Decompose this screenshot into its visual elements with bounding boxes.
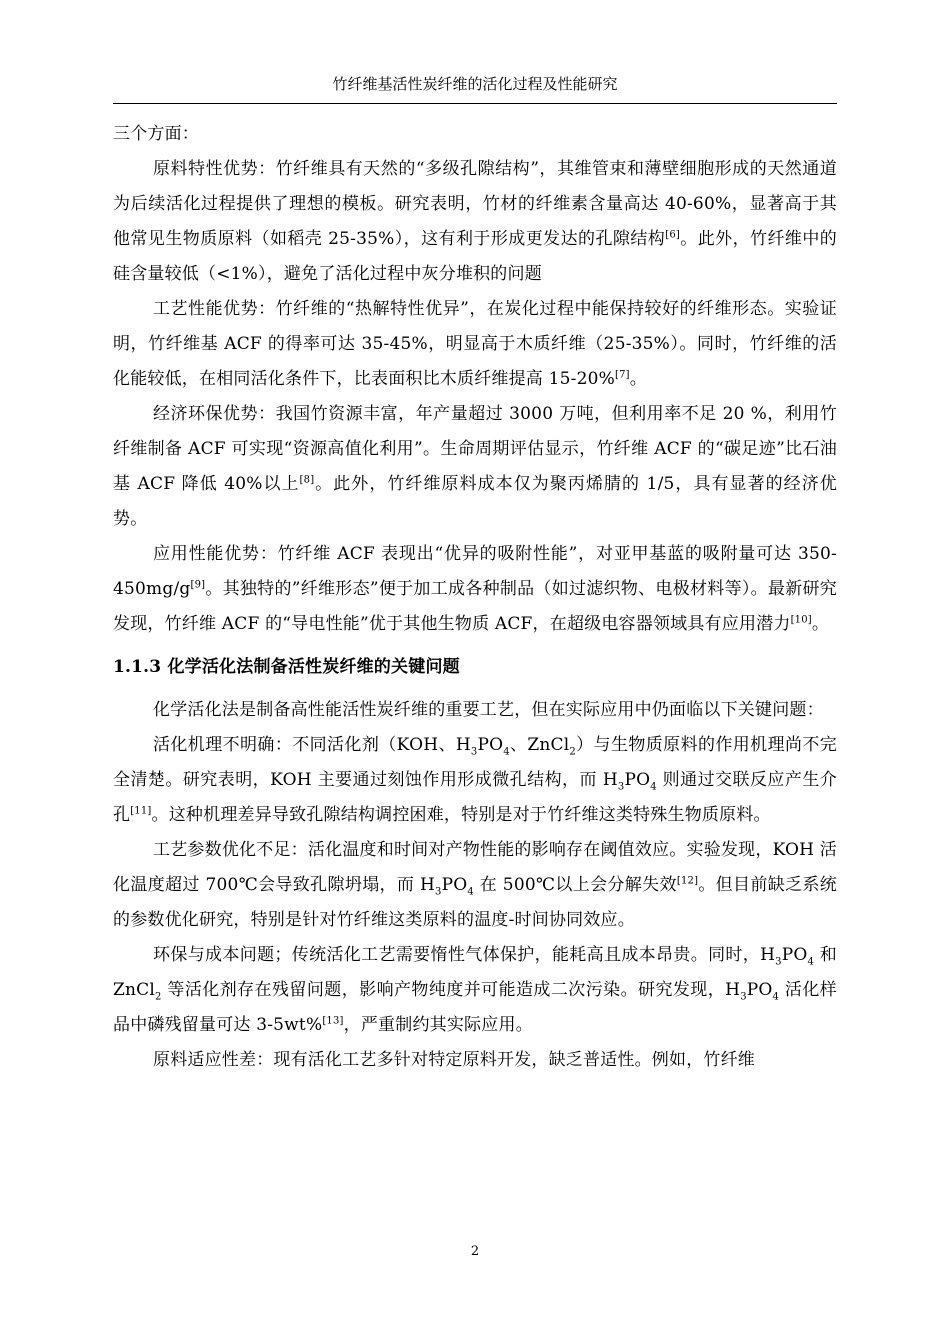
subscript: 3: [470, 746, 478, 758]
subscript: 3: [775, 956, 782, 968]
text-segment: 和 ZnCl: [113, 945, 837, 1000]
paragraph-activation-mechanism: [113, 728, 837, 833]
text-segment: 则通过交联反应产生介孔: [113, 770, 837, 825]
text-segment: PO: [477, 735, 504, 755]
text-segment: 。这种机理差异导致孔隙结构调控困难，特别是对于竹纤维这类特殊生物质原料。: [151, 805, 771, 825]
citation-ref: [8]: [299, 474, 315, 486]
body-text: [113, 117, 837, 1078]
paragraph-section-intro: 化学活化法是制备高性能活性炭纤维的重要工艺，但在实际应用中仍面临以下关键问题：: [153, 700, 824, 720]
text-segment: 。: [811, 614, 830, 634]
text-segment: 。: [629, 369, 647, 389]
paragraph-environment-cost: [113, 938, 837, 1043]
subscript: 3: [617, 781, 625, 793]
subscript: 4: [650, 781, 657, 793]
text-segment: 活化样品中磷残留量可达 3-5wt%: [113, 980, 837, 1035]
text-segment: PO: [624, 770, 651, 790]
citation-ref: [6]: [665, 229, 681, 241]
text-segment: 在 500℃以上会分解失效: [473, 875, 677, 895]
text-segment: 原料特性优势：竹纤维具有天然的“多级孔隙结构”，其维管束和薄壁细胞形成的天然通道为后续活化过程提供了理想的模板。研究表明，竹材的纤维素含量高达 40-60%，显著高于其他常见生物质原料（如稻壳 25-35%），这有利于形成更发达的孔隙结构: [113, 159, 837, 249]
citation-ref: [9]: [190, 579, 206, 591]
citation-ref: [11]: [130, 805, 152, 817]
header-rule: [113, 103, 837, 104]
subscript: 4: [467, 886, 474, 898]
text-segment: 环保与成本问题；传统活化工艺需要惰性气体保护，能耗高且成本昂贵。同时，H: [153, 945, 776, 965]
text-segment: 经济环保优势：我国竹资源丰富，年产量超过 3000 万吨，但利用率不足 20 %，利用竹纤维制备 ACF 可实现“资源高值化利用”。生命周期评估显示，竹纤维 ACF 的“碳足迹”比石油基 ACF 降低 40%以上: [113, 404, 837, 494]
subscript: 2: [569, 746, 576, 758]
text-segment: 、ZnCl: [509, 735, 570, 755]
subscript: 4: [807, 956, 815, 968]
text-segment: 。此外，竹纤维中的硅含量较低（<1%），避免了活化过程中灰分堆积的问题: [113, 229, 837, 284]
running-header: 竹纤维基活性炭纤维的活化过程及性能研究: [332, 75, 618, 93]
citation-ref: [12]: [676, 875, 699, 887]
citation-ref: [7]: [614, 369, 630, 381]
citation-ref: [10]: [790, 614, 812, 626]
text-segment: 。但目前缺乏系统的参数优化研究，特别是针对竹纤维这类原料的温度-时间协同效应。: [113, 875, 837, 930]
text-segment: PO: [781, 945, 808, 965]
text-segment: 。此外，竹纤维原料成本仅为聚丙烯腈的 1/5，具有显著的经济优势。: [113, 474, 837, 529]
text-segment: ）与生物质原料的作用机理尚不完全清楚。研究表明，KOH 主要通过刻蚀作用形成微孔结构，而 H: [113, 735, 837, 790]
text-segment: 活化机理不明确：不同活化剂（KOH、H: [153, 735, 471, 755]
subscript: 3: [435, 886, 442, 898]
text-segment: PO: [746, 980, 773, 1000]
subscript: 2: [155, 991, 162, 1003]
subscript: 4: [772, 991, 780, 1003]
page-number: 2: [470, 1244, 480, 1259]
paragraph-process-parameters: [113, 833, 837, 938]
text-segment: PO: [441, 875, 468, 895]
text-segment: 工艺参数优化不足：活化温度和时间对产物性能的影响存在阈值效应。实验发现，KOH 活化温度超过 700℃会导致孔隙坍塌，而 H: [113, 840, 837, 895]
paragraph-application-advantage: [113, 537, 837, 642]
subscript: 3: [740, 991, 747, 1003]
paragraph-process-advantage: [113, 292, 837, 397]
text-segment: 应用性能优势：竹纤维 ACF 表现出“优异的吸附性能”，对亚甲基蓝的吸附量可达 350-450mg/g: [113, 544, 837, 599]
text-segment: ，严重制约其实际应用。: [343, 1015, 533, 1035]
paragraph-intro: 三个方面：: [113, 124, 199, 144]
subscript: 4: [503, 746, 510, 758]
section-heading: 1.1.3 化学活化法制备活性炭纤维的关键问题: [113, 657, 460, 677]
citation-ref: [13]: [322, 1015, 344, 1027]
paragraph-raw-material-advantage: [113, 152, 837, 292]
paragraph-economic-advantage: [113, 397, 837, 537]
text-segment: 。其独特的”纤维形态”便于加工成各种制品（如过滤织物、电极材料等）。最新研究发现，竹纤维 ACF 的“导电性能”优于其他生物质 ACF，在超级电容器领域具有应用潜力: [113, 579, 837, 634]
paragraph-raw-material-adaptability: 原料适应性差：现有活化工艺多针对特定原料开发，缺乏普适性。例如，竹纤维: [153, 1050, 755, 1070]
text-segment: 等活化剂存在残留问题，影响产物纯度并可能造成二次污染。研究发现，H: [161, 980, 741, 1000]
text-segment: 工艺性能优势：竹纤维的“热解特性优异”，在炭化过程中能保持较好的纤维形态。实验证明，竹纤维基 ACF 的得率可达 35-45%，明显高于木质纤维（25-35%）。同时，竹纤维的活化能较低，在相同活化条件下，比表面积比木质纤维提高 15-20%: [113, 299, 837, 389]
